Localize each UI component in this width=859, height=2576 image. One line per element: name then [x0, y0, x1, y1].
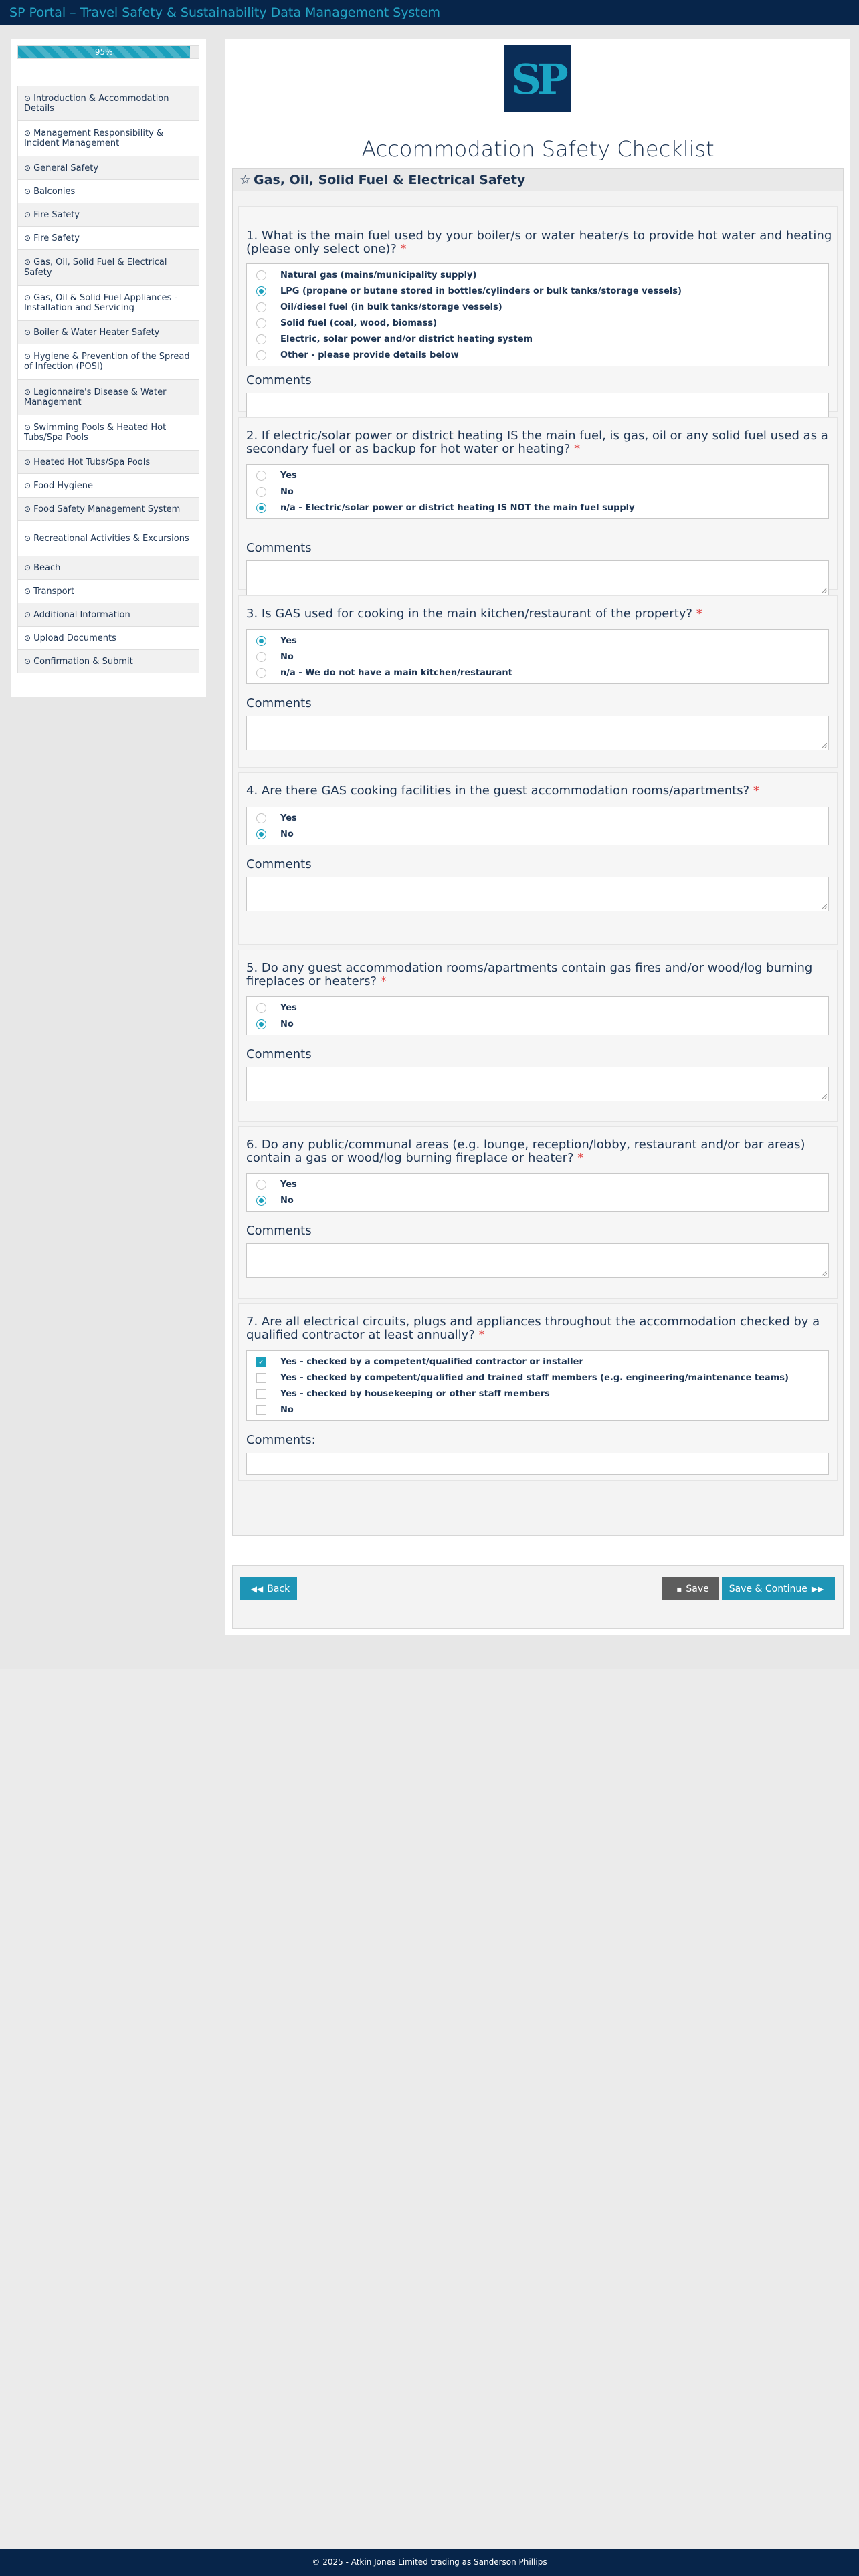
sidebar-item[interactable]	[17, 156, 199, 180]
radio-button[interactable]	[256, 1019, 266, 1029]
option-row[interactable]	[247, 315, 828, 331]
option-label: Yes	[280, 1179, 297, 1190]
sidebar-item[interactable]	[17, 580, 199, 603]
sidebar-item-label: Gas, Oil, Solid Fuel & Electrical Safety	[24, 257, 167, 278]
question-card	[238, 1303, 838, 1481]
option-row[interactable]	[247, 267, 828, 283]
radio-button[interactable]	[256, 487, 266, 497]
save-button[interactable]	[662, 1577, 719, 1600]
question-card	[238, 206, 838, 412]
comments-textarea[interactable]	[246, 1067, 829, 1101]
sidebar-item-label: Food Hygiene	[33, 480, 93, 491]
option-label: Yes - checked by competent/qualified and trained staff members (e.g. engineering/maintenance teams)	[280, 1372, 789, 1383]
save-continue-label: Save & Continue	[729, 1583, 807, 1594]
sidebar-item[interactable]	[17, 380, 199, 415]
sidebar-item[interactable]	[17, 498, 199, 521]
circle-chevron-icon: ⊙	[24, 128, 31, 138]
circle-chevron-icon: ⊙	[24, 480, 31, 490]
option-label: Electric, solar power and/or district heating system	[280, 334, 533, 344]
checkbox[interactable]	[256, 1405, 266, 1415]
radio-button[interactable]	[256, 1180, 266, 1190]
option-label: Yes	[280, 813, 297, 823]
question-text	[246, 229, 835, 256]
option-label: Yes	[280, 635, 297, 646]
required-marker: *	[478, 1328, 485, 1342]
option-label: Yes - checked by housekeeping or other staff members	[280, 1388, 550, 1399]
comments-label: Comments	[246, 1224, 312, 1238]
circle-chevron-icon: ⊙	[24, 586, 31, 596]
sidebar-item[interactable]	[17, 451, 199, 474]
sidebar-item[interactable]	[17, 474, 199, 498]
comments-textarea[interactable]	[246, 1243, 829, 1278]
sidebar-item-label: Balconies	[33, 186, 76, 197]
option-label: No	[280, 486, 294, 497]
sidebar-item[interactable]	[17, 86, 199, 121]
radio-group	[246, 996, 829, 1035]
sidebar-item[interactable]	[17, 556, 199, 580]
question-label: 4. Are there GAS cooking facilities in the guest accommodation rooms/apartments?	[246, 784, 750, 798]
sidebar-item[interactable]	[17, 521, 199, 556]
comments-textarea[interactable]	[246, 877, 829, 911]
sidebar-item-label: Food Safety Management System	[33, 504, 181, 514]
required-marker: *	[380, 974, 387, 988]
option-row[interactable]	[247, 1402, 828, 1418]
circle-chevron-icon: ⊙	[24, 457, 31, 467]
option-row[interactable]	[247, 331, 828, 347]
section-header	[233, 169, 843, 191]
question-text	[246, 784, 835, 798]
radio-group	[246, 807, 829, 845]
save-button-label: Save	[686, 1583, 709, 1594]
save-continue-button[interactable]	[722, 1577, 835, 1600]
progress-bar	[17, 45, 199, 59]
comments-label: Comments	[246, 857, 312, 871]
option-label: n/a - Electric/solar power or district heating IS NOT the main fuel supply	[280, 502, 635, 513]
option-row[interactable]	[247, 1176, 828, 1192]
sidebar-item[interactable]	[17, 627, 199, 650]
sidebar-item[interactable]	[17, 321, 199, 344]
option-label: No	[280, 1018, 294, 1029]
required-marker: *	[400, 242, 407, 256]
comments-textarea[interactable]	[246, 560, 829, 595]
radio-button[interactable]	[256, 318, 266, 328]
option-row[interactable]	[247, 1000, 828, 1016]
option-label: Natural gas (mains/municipality supply)	[280, 270, 477, 280]
comments-label: Comments	[246, 1047, 312, 1061]
app-title: SP Portal – Travel Safety & Sustainability Data Management System	[0, 0, 859, 25]
comments-label: Comments	[246, 541, 312, 555]
sidebar-item-label: Confirmation & Submit	[33, 656, 133, 667]
sidebar-item-label: Additional Information	[33, 609, 130, 620]
comments-input[interactable]	[246, 1453, 829, 1475]
circle-chevron-icon: ⊙	[24, 163, 31, 173]
required-marker: *	[577, 1151, 584, 1165]
back-button-label: Back	[267, 1583, 290, 1594]
option-row[interactable]	[247, 826, 828, 842]
option-row[interactable]	[247, 467, 828, 484]
comments-textarea[interactable]	[246, 716, 829, 750]
option-row[interactable]	[247, 665, 828, 681]
checkbox-group	[246, 1350, 829, 1421]
option-label: No	[280, 829, 294, 839]
required-marker: *	[753, 784, 759, 798]
option-row[interactable]	[247, 649, 828, 665]
page-footer: © 2025 - Atkin Jones Limited trading as Sanderson Phillips	[0, 2549, 859, 2576]
sidebar-item-label: Legionnaire's Disease & Water Management	[24, 387, 167, 407]
option-row[interactable]	[247, 500, 828, 516]
sidebar-item-label: Boiler & Water Heater Safety	[33, 327, 160, 338]
option-row[interactable]	[247, 299, 828, 315]
sidebar-item[interactable]	[17, 650, 199, 673]
sidebar-item[interactable]	[17, 180, 199, 203]
option-label: Yes	[280, 1002, 297, 1013]
circle-chevron-icon: ⊙	[24, 257, 31, 267]
radio-button[interactable]	[256, 813, 266, 823]
circle-chevron-icon: ⊙	[24, 633, 31, 643]
required-marker: *	[696, 607, 702, 621]
sidebar-item-label: Hygiene & Prevention of the Spread of Infection (POSI)	[24, 352, 190, 372]
option-label: Yes	[280, 470, 297, 481]
checkbox[interactable]	[256, 1389, 266, 1399]
sidebar-item-label: Management Responsibility & Incident Management	[24, 128, 164, 148]
section-nav	[17, 86, 199, 673]
question-text	[246, 1138, 835, 1165]
option-label: No	[280, 1404, 294, 1415]
sidebar-item-label: General Safety	[33, 163, 99, 173]
sidebar-item[interactable]	[17, 344, 199, 380]
sidebar-item-label: Gas, Oil & Solid Fuel Appliances - Installation and Servicing	[24, 293, 178, 313]
section-title: Gas, Oil, Solid Fuel & Electrical Safety	[254, 173, 526, 187]
page-title: Accommodation Safety Checklist	[361, 136, 714, 162]
circle-chevron-icon: ⊙	[24, 656, 31, 666]
radio-button[interactable]	[256, 652, 266, 662]
comments-label: Comments	[246, 373, 312, 387]
question-label: 5. Do any guest accommodation rooms/apartments contain gas fires and/or wood/log burning fireplaces or heaters?	[246, 961, 813, 988]
circle-chevron-icon: ⊙	[24, 504, 31, 514]
option-row[interactable]	[247, 633, 828, 649]
sidebar-item-label: Swimming Pools & Heated Hot Tubs/Spa Pools	[24, 423, 167, 443]
sidebar-item[interactable]	[17, 603, 199, 627]
comments-label: Comments	[246, 696, 312, 710]
radio-button[interactable]	[256, 471, 266, 481]
question-label: 1. What is the main fuel used by your boiler/s or water heater/s to provide hot water and heating (please only select one)?	[246, 229, 832, 256]
question-label: 2. If electric/solar power or district heating IS the main fuel, is gas, oil or any solid fuel used as a secondary fuel or as backup for hot water or heating?	[246, 429, 828, 456]
question-text	[246, 1315, 835, 1342]
circle-chevron-icon: ⊙	[24, 293, 31, 302]
floppy-disk-icon: ▪	[676, 1584, 682, 1594]
option-row[interactable]	[247, 484, 828, 500]
sidebar-item-label: Beach	[33, 562, 61, 573]
sidebar-item-label: Transport	[33, 586, 75, 597]
radio-button[interactable]	[256, 350, 266, 360]
radio-button[interactable]	[256, 270, 266, 280]
question-label: 7. Are all electrical circuits, plugs and appliances throughout the accommodation checked by a qualified contractor at least annually?	[246, 1315, 820, 1342]
back-button[interactable]	[240, 1577, 297, 1600]
sidebar-item-label: Fire Safety	[33, 209, 80, 220]
option-label: Oil/diesel fuel (in bulk tanks/storage vessels)	[280, 302, 502, 312]
question-card	[238, 950, 838, 1122]
sidebar-item-label: Introduction & Accommodation Details	[24, 93, 169, 114]
option-row[interactable]	[247, 1386, 828, 1402]
section-panel	[232, 168, 844, 1536]
circle-chevron-icon: ⊙	[24, 352, 31, 361]
circle-chevron-icon: ⊙	[24, 186, 31, 196]
checkbox[interactable]	[256, 1373, 266, 1383]
sidebar-item[interactable]	[17, 286, 199, 321]
sidebar-item-label: Recreational Activities & Excursions	[33, 533, 189, 544]
circle-chevron-icon: ⊙	[24, 93, 31, 103]
progress-fill: 95%	[18, 46, 190, 58]
option-label: Solid fuel (coal, wood, biomass)	[280, 318, 438, 328]
question-label: 3. Is GAS used for cooking in the main kitchen/restaurant of the property?	[246, 607, 693, 621]
option-label: No	[280, 1195, 294, 1206]
radio-button[interactable]	[256, 503, 266, 513]
required-marker: *	[574, 442, 581, 456]
option-row[interactable]	[247, 1016, 828, 1032]
circle-chevron-icon: ⊙	[24, 562, 31, 572]
option-label: Yes - checked by a competent/qualified contractor or installer	[280, 1356, 583, 1367]
option-row[interactable]	[247, 347, 828, 363]
option-row[interactable]	[247, 1192, 828, 1208]
double-chevron-right-icon: ▶▶	[811, 1584, 824, 1594]
circle-chevron-icon: ⊙	[24, 609, 31, 619]
comments-label: Comments:	[246, 1433, 316, 1447]
radio-button[interactable]	[256, 334, 266, 344]
question-text	[246, 962, 835, 988]
radio-group	[246, 464, 829, 519]
checkbox[interactable]: ✓	[256, 1357, 266, 1367]
sidebar-item-label: Heated Hot Tubs/Spa Pools	[33, 457, 151, 467]
sidebar-item[interactable]	[17, 227, 199, 250]
circle-chevron-icon: ⊙	[24, 533, 31, 543]
radio-group	[246, 263, 829, 366]
radio-group	[246, 1173, 829, 1212]
radio-button[interactable]	[256, 668, 266, 678]
sidebar-item[interactable]	[17, 203, 199, 227]
option-label: No	[280, 651, 294, 662]
option-row[interactable]	[247, 1354, 828, 1370]
sidebar-item-label: Upload Documents	[33, 633, 116, 643]
option-row[interactable]	[247, 810, 828, 826]
radio-button[interactable]	[256, 286, 266, 296]
circle-chevron-icon: ⊙	[24, 423, 31, 432]
option-label: LPG (propane or butane stored in bottles/cylinders or bulk tanks/storage vessels)	[280, 286, 682, 296]
question-text	[246, 429, 835, 456]
question-card	[238, 595, 838, 768]
sidebar	[11, 39, 206, 697]
circle-chevron-icon: ⊙	[24, 327, 31, 337]
radio-group	[246, 629, 829, 684]
radio-button[interactable]	[256, 302, 266, 312]
radio-button[interactable]	[256, 636, 266, 646]
question-text	[246, 607, 835, 621]
question-card	[238, 1126, 838, 1299]
sidebar-item-label: Fire Safety	[33, 233, 80, 243]
sidebar-item[interactable]	[17, 121, 199, 156]
circle-chevron-icon: ⊙	[24, 233, 31, 243]
double-chevron-left-icon: ◀◀	[250, 1584, 264, 1594]
question-card	[238, 772, 838, 945]
circle-chevron-icon: ⊙	[24, 387, 31, 397]
content-wrapper	[0, 25, 859, 1669]
option-label: n/a - We do not have a main kitchen/restaurant	[280, 667, 512, 678]
option-row[interactable]	[247, 1370, 828, 1386]
form-actions	[232, 1565, 844, 1629]
sidebar-item[interactable]	[17, 250, 199, 286]
question-label: 6. Do any public/communal areas (e.g. lounge, reception/lobby, restaurant and/or bar areas) contain a gas or wood/log burning fireplace or heater?	[246, 1138, 805, 1165]
radio-button[interactable]	[256, 829, 266, 839]
option-label: Other - please provide details below	[280, 350, 459, 360]
question-card	[238, 417, 838, 590]
radio-button[interactable]	[256, 1003, 266, 1013]
circle-chevron-icon: ⊙	[24, 209, 31, 219]
sidebar-item[interactable]	[17, 415, 199, 451]
option-row[interactable]	[247, 283, 828, 299]
star-icon: ☆	[240, 173, 252, 187]
main-content	[225, 39, 850, 1635]
radio-button[interactable]	[256, 1196, 266, 1206]
sp-logo: SP	[504, 45, 571, 112]
